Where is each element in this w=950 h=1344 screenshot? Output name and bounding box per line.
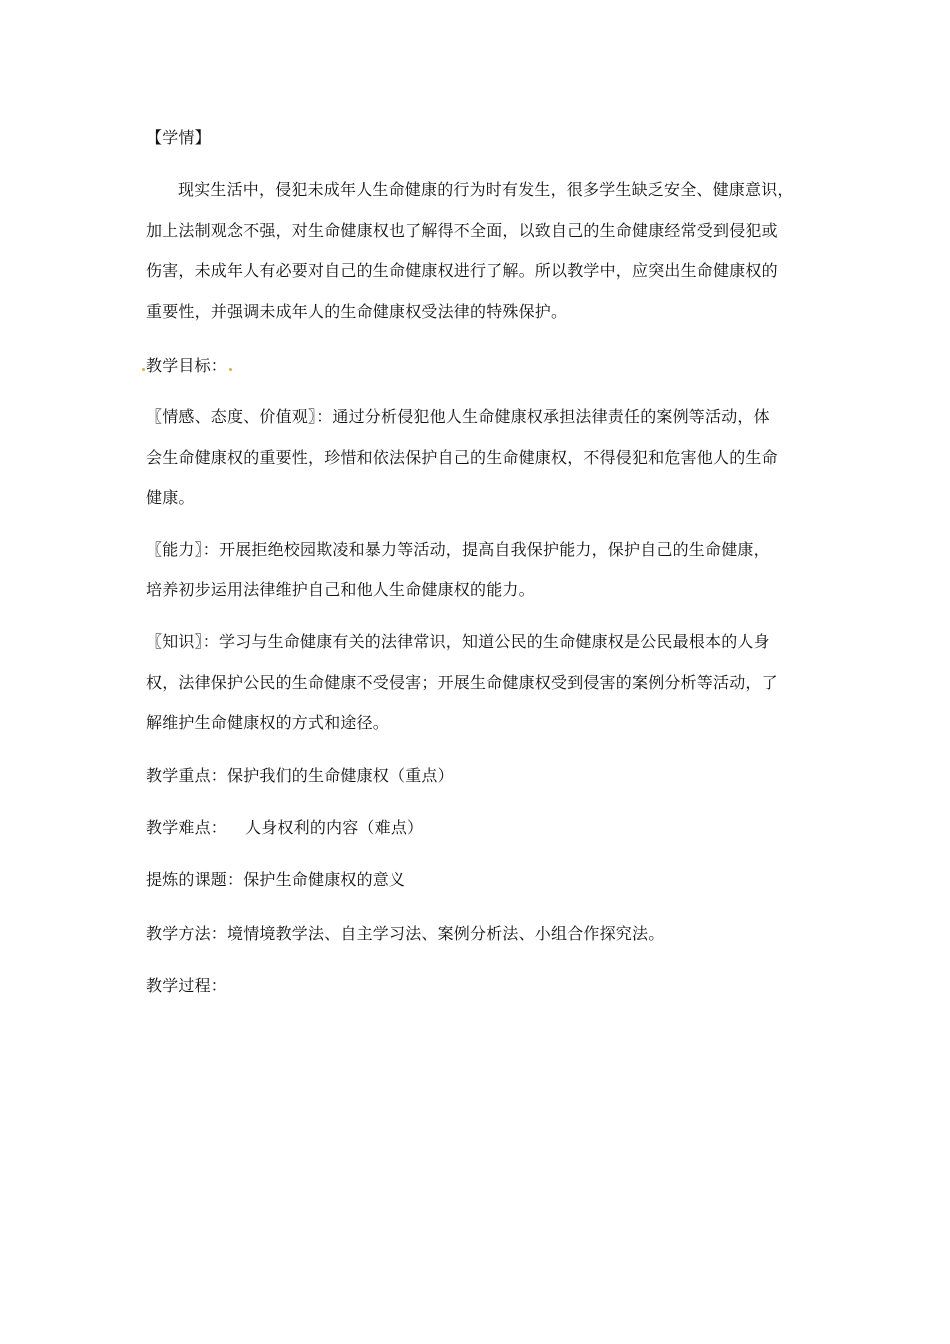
ability-line-1: 〖能力〗：开展拒绝校园欺凌和暴力等活动，提高自我保护能力，保护自己的生命健康，: [146, 540, 770, 559]
emotion-line-1: 〖情感、态度、价值观〗：通过分析侵犯他人生命健康权承担法律责任的案例等活动，体: [146, 407, 770, 426]
key-point: 教学重点：保护我们的生命健康权（重点）: [146, 766, 454, 785]
knowledge-line-2: 权，法律保护公民的生命健康不受侵害；开展生命健康权受到侵害的案例分析等活动，了: [146, 673, 778, 692]
situation-line-2: 加上法制观念不强，对生命健康权也了解得不全面，以致自己的生命健康经常受到侵犯或: [146, 221, 778, 240]
difficulty-label: 教学难点：: [146, 818, 228, 837]
difficulty-row: [146, 818, 423, 838]
emotion-line-2: 会生命健康权的重要性，珍惜和依法保护自己的生命健康权，不得侵犯和危害他人的生命: [146, 448, 778, 467]
goals-title: 教学目标：: [146, 356, 228, 375]
difficulty-value: 人身权利的内容（难点）: [245, 818, 424, 837]
situation-line-3: 伤害，未成年人有必要对自己的生命健康权进行了解。所以教学中，应突出生命健康权的: [146, 261, 778, 280]
section-heading: 【学情】: [146, 128, 211, 147]
knowledge-line-1: 〖知识〗：学习与生命健康有关的法律常识，知道公民的生命健康权是公民最根本的人身: [146, 632, 770, 651]
margin-marker-end: [229, 368, 232, 371]
process-title: 教学过程：: [146, 976, 228, 995]
situation-line-4: 重要性，并强调未成年人的生命健康权受法律的特殊保护。: [146, 302, 568, 321]
knowledge-line-3: 解维护生命健康权的方式和途径。: [146, 713, 390, 732]
margin-marker: [142, 368, 145, 371]
situation-line-1: 现实生活中，侵犯未成年人生命健康的行为时有发生，很多学生缺乏安全、健康意识，: [178, 180, 794, 199]
ability-line-2: 培养初步运用法律维护自己和他人生命健康权的能力。: [146, 580, 535, 599]
method: 教学方法：境情境教学法、自主学习法、案例分析法、小组合作探究法。: [146, 924, 665, 943]
emotion-line-3: 健康。: [146, 488, 195, 507]
topic: 提炼的课题：保护生命健康权的意义: [146, 870, 406, 889]
